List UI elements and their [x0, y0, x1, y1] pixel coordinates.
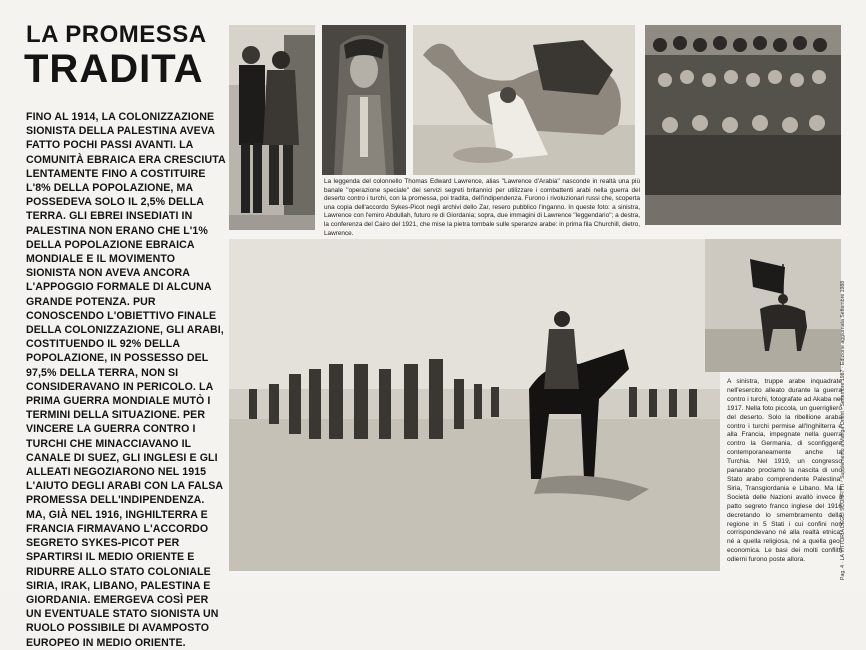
caption-top-photos: La leggenda del colonnello Thomas Edward Lawrence, alias ''Lawrence d'Arabia'' nasconde in realtà una più banale ''operazione speciale'' dei servizi segreti britannici per utilizzare i combattenti arabi nella guerra del deserto contro i turchi, con la promessa, poi tradita, dell'indipendenza. Furono i rivoluzionari russi che, scoperta una copia dell'accordo Sykes-Picot negli archivi dello Zar, resero pubblico l'inganno. In queste foto: a sinistra, Lawrence con l'emiro Abdullah, futuro re di Giordania; sopra, due immagini di Lawrence ''leggendario''; a destra, la conferenza del Cairo del 1921, che mise la pietra tombale sulle speranze arabe: in prima fila Churchill, dietro, Lawrence. [324, 178, 640, 237]
photo-lawrence-abdullah [229, 25, 315, 230]
photo-cairo-conference [645, 25, 841, 225]
caption-right: A sinistra, truppe arabe inquadrate nell'esercito alleato durante la guerra contro i turchi, fotografate ad Akaba nel 1917. Nella foto piccola, un guerrigliero del deserto. Solo la ribellione araba contro i turchi permise all'Inghilterra e alla Francia, impegnate nella guerra contro la Germania, di sconfiggere contemporaneamente anche la Turchia. Nel 1919, un congresso panarabo proclamò la nascita di uno Stato arabo comprendente Palestina, Siria, Transgiordania e Libano. Ma la Società delle Nazioni avallò invece il patto segreto franco inglese del 1916 decretando lo smembramento della regione in 5 Stati i cui confini non corrispondevano né alla realtà etnica, né a quella religiosa, né a quella geo-economica. Le basi dei molti conflitti odierni furono poste allora. [727, 378, 842, 564]
photo-desert-rider [705, 239, 841, 372]
photo-lawrence-portrait [322, 25, 406, 175]
photo-lawrence-camel [413, 25, 635, 175]
article-body: FINO AL 1914, LA COLONIZZAZIONE SIONISTA DELLA PALESTINA AVEVA FATTO POCHI PASSI AVANTI. LA COMUNITÀ EBRAICA ERA CRESCIUTA LENTAMENTE FINO A COSTITUIRE L'8% DELLA POPOLAZIONE, MA POSSEDEVA SOLO IL 2,5% DELLA TERRA. GLI EBREI INSEDIATI IN PALESTINA NON ERANO CHE L'1% DELLA POPOLAZIONE EBRAICA MONDIALE E IL MOVIMENTO SIONISTA NON AVEVA ANCORA L'APPOGGIO FORMALE DI ALCUNA GRANDE POTENZA. PUR CONOSCENDO L'OBIETTIVO FINALE DELLA COLONIZZAZIONE, GLI ARABI, COSTITUENDO IL 92% DELLA POPOLAZIONE, IN POSSESSO DEL 97,5% DELLA TERRA, NON SI CONSIDERAVANO IN PERICOLO. LA PRIMA GUERRA MONDIALE MUTÒ I TERMINI DELLA SITUAZIONE. PER VINCERE LA GUERRA CONTRO I TURCHI CHE MINACCIAVANO IL CANALE DI SUEZ, GLI INGLESI E GLI ALLEATI NEGOZIARONO NEL 1915 L'AIUTO DEGLI ARABI CON LA FALSA PROMESSA DELL'INDIPENDENZA. MA, GIÀ NEL 1916, INGHILTERRA E FRANCIA FIRMAVANO L'ACCORDO SEGRETO SYKES-PICOT PER SPARTIRSI IL MEDIO ORIENTE E RIDURRE ALLO STATO COLONIALE SIRIA, IRAK, LIBANO, PALESTINA E GIORDANIA. EMERGEVA COSÌ PER UN EVENTUALE STATO SIONISTA UN RUOLO POSSIBILE DI AVAMPOSTO EUROPEO IN MEDIO ORIENTE. [26, 111, 226, 649]
page-footer-note: Pag. 4 · LA VITTORIA DEGLI SCONFITTI · Supplemento a Manga Orient · Settembre 1987 · Edizione aggiornata Settembre 1988 [840, 280, 846, 580]
title-line-2: TRADITA [24, 47, 204, 91]
photo-arab-troops-akaba [229, 239, 720, 571]
title-line-1: LA PROMESSA [26, 21, 207, 48]
